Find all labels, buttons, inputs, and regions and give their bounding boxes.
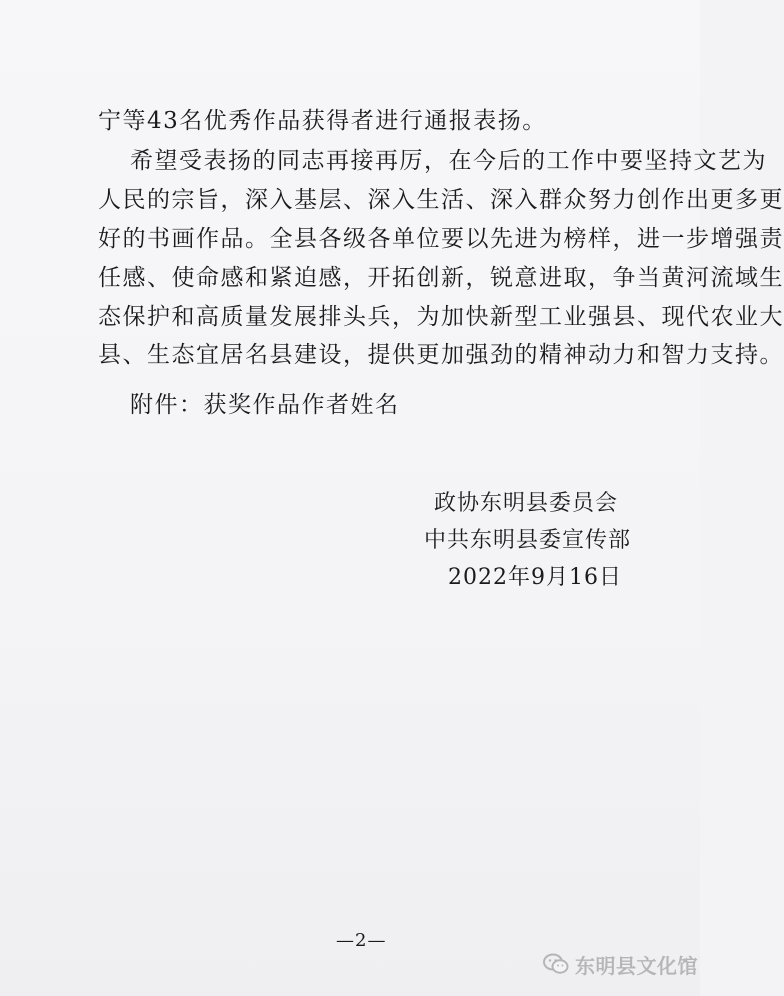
wechat-icon bbox=[543, 953, 569, 975]
watermark-text: 东明县文化馆 bbox=[575, 953, 698, 978]
body-line-5: 任感、使命感和紧迫感，开拓创新，锐意进取，争当黄河流域生 bbox=[98, 265, 784, 291]
body-line-3: 人民的宗旨，深入基层、深入生活、深入群众努力创作出更多更 bbox=[98, 187, 784, 213]
body-line-6: 态保护和高质量发展排头兵，为加快新型工业强县、现代农业大 bbox=[98, 304, 784, 330]
body-line-2: 希望受表扬的同志再接再厉，在今后的工作中要坚持文艺为 bbox=[130, 148, 767, 174]
watermark bbox=[543, 949, 698, 979]
signature-org-1: 政协东明县委员会 bbox=[434, 491, 619, 516]
body-line-4: 好的书画作品。全县各级各单位要以先进为榜样，进一步增强责 bbox=[98, 226, 784, 252]
attachment-note: 附件：获奖作品作者姓名 bbox=[130, 392, 400, 418]
body-line-1: 宁等43名优秀作品获得者进行通报表扬。 bbox=[98, 108, 547, 134]
body-line-7: 县、生态宜居名县建设，提供更加强劲的精神动力和智力支持。 bbox=[98, 342, 784, 368]
signature-org-2: 中共东明县委宣传部 bbox=[424, 528, 632, 553]
page-number: —2— bbox=[336, 930, 387, 951]
signature-date: 2022年9月16日 bbox=[448, 565, 622, 590]
